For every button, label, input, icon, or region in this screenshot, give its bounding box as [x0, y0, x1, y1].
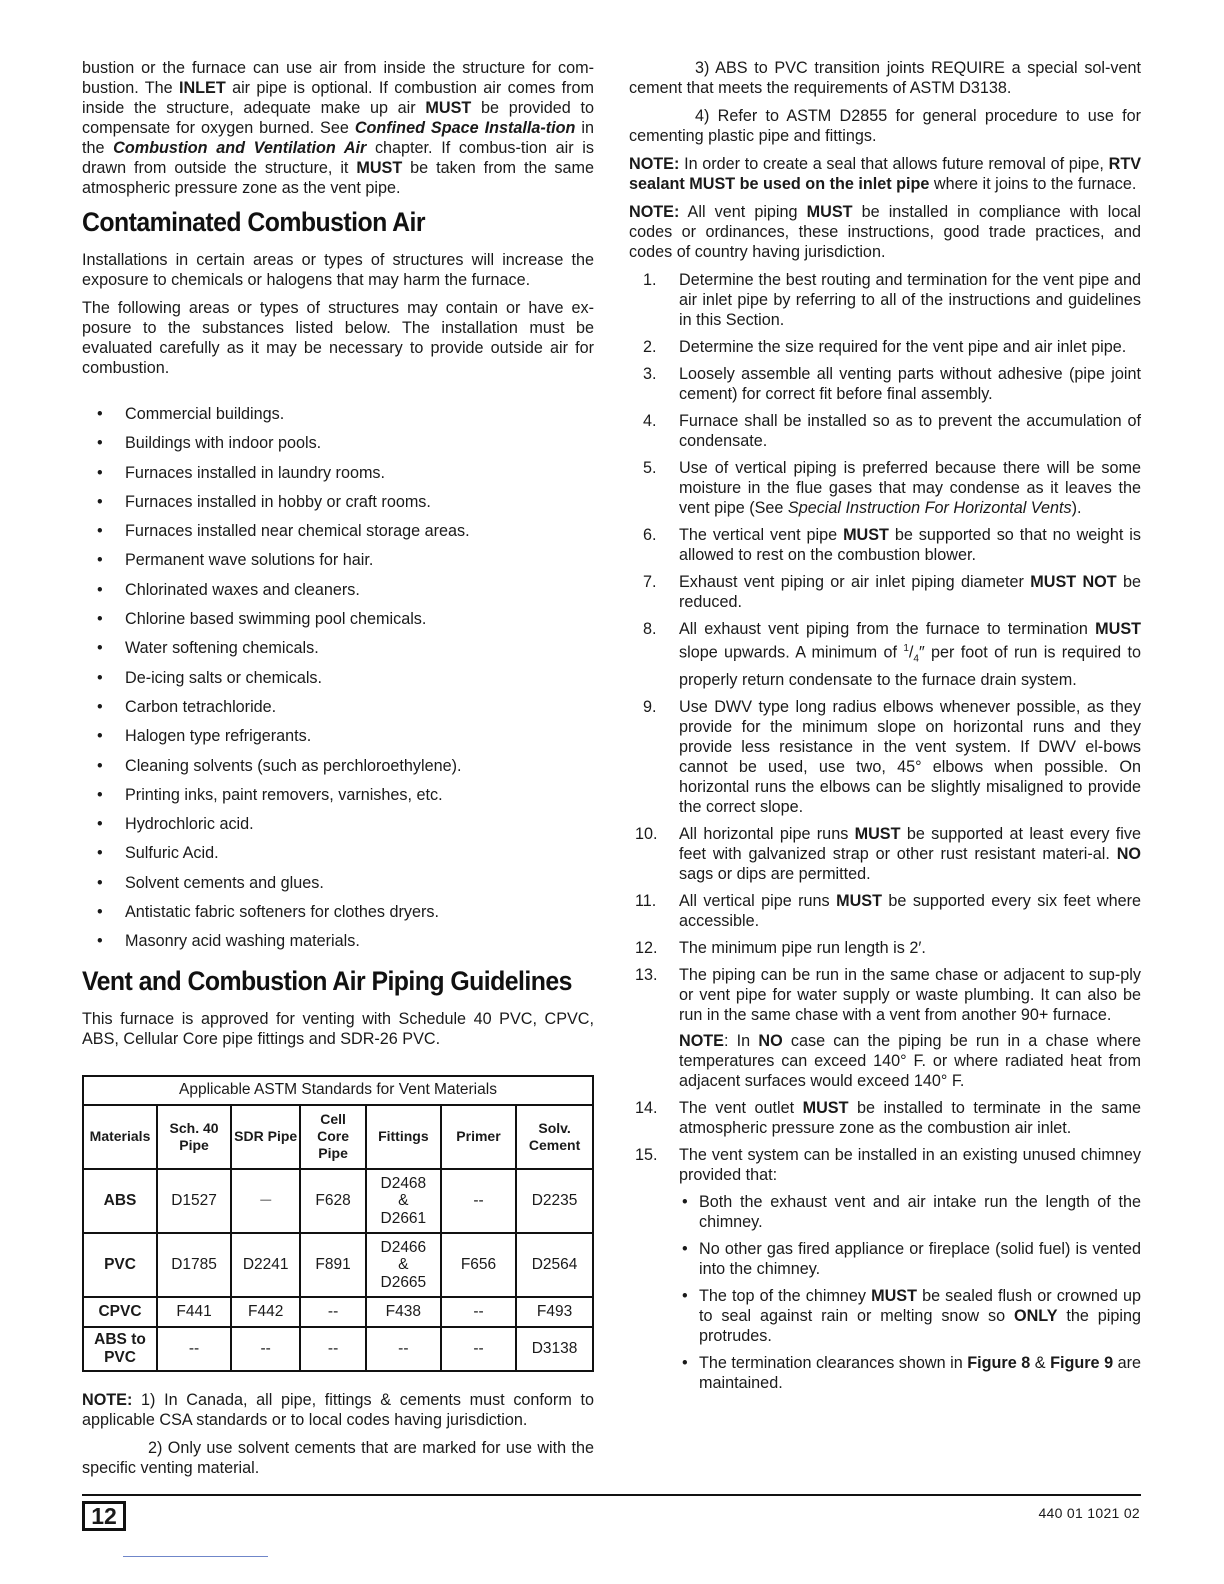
table-cell: --: [300, 1297, 366, 1327]
table-cell: D2235: [516, 1169, 593, 1233]
table-cell: PVC: [83, 1233, 157, 1297]
list-item: • The top of the chimney MUST be sealed flush or crowned up to seal against rain or melting snow so ONLY the piping protrudes.: [679, 1286, 1141, 1346]
column-header: Cell Core Pipe: [300, 1105, 366, 1169]
table-cell: D2241: [231, 1233, 300, 1297]
list-item: • Both the exhaust vent and air intake run the length of the chimney.: [679, 1192, 1141, 1232]
list-item: 5. Use of vertical piping is preferred because there will be some moisture in the flue gases that may condense as it leaves the vent pipe (See Special Instruction For Horizontal Vents).: [643, 459, 1141, 517]
footer-divider: [82, 1494, 1141, 1496]
list-item: • Water softening chemicals.: [82, 638, 594, 658]
note-transition-joints: 3) ABS to PVC transition joints REQUIRE a special sol-vent cement that meets the requirements of ASTM D3138.: [629, 59, 1141, 97]
list-item: • Antistatic fabric softeners for clothes dryers.: [82, 902, 594, 922]
note-local-codes: NOTE: All vent piping MUST be installed in compliance with local codes or ordinances, these instructions, good trade practices, and codes of country having jurisdiction.: [629, 203, 1142, 261]
list-item: • Furnaces installed in laundry rooms.: [82, 463, 594, 483]
table-cell: D2564: [516, 1233, 593, 1297]
column-header: Materials: [83, 1105, 157, 1169]
divider: [123, 1556, 268, 1557]
table-cell: D3138: [516, 1327, 593, 1371]
table-cell: --: [157, 1327, 231, 1371]
venting-steps: [629, 270, 1141, 1393]
list-item: • No other gas fired appliance or fireplace (solid fuel) is vented into the chimney.: [679, 1239, 1141, 1279]
table-cell: --: [441, 1297, 516, 1327]
list-item: • Carbon tetrachloride.: [82, 697, 594, 717]
contaminated-detail: The following areas or types of structures may contain or have ex-posure to the substances listed below. The installation must be evaluated carefully as it may be necessary to provide outside air for combustion.: [82, 299, 594, 377]
list-item: • Buildings with indoor pools.: [82, 433, 594, 453]
column-header: SDR Pipe: [231, 1105, 300, 1169]
table-cell: --: [441, 1169, 516, 1233]
table-cell: ABS to PVC: [83, 1327, 157, 1371]
table-caption: Applicable ASTM Standards for Vent Materials: [83, 1076, 593, 1105]
table-cell: D1785: [157, 1233, 231, 1297]
table-row: [83, 1327, 593, 1371]
note-solvent: 2) Only use solvent cements that are marked for use with the specific venting material.: [82, 1438, 594, 1477]
table-cell: CPVC: [83, 1297, 157, 1327]
list-item: • Solvent cements and glues.: [82, 873, 594, 893]
list-item: 14. The vent outlet MUST be installed to terminate in the same atmospheric pressure zone as the combustion air inlet.: [635, 1098, 1141, 1137]
table-cell: D1527: [157, 1169, 231, 1233]
figure-9-reference: Figure 9: [1050, 1353, 1114, 1372]
table-cell: --: [231, 1327, 300, 1371]
right-column: [629, 58, 1141, 1400]
table-cell: --: [300, 1327, 366, 1371]
list-item: 15. The vent system can be installed in an existing unused chimney provided that: • Both the exhaust vent and air intake run the length of the chimney. • No other gas fired appliance or fireplace (solid fuel) is vented into the chimney. • The top of the chimney MUST be sealed flush or crowned up to seal against rain or melting snow so ONLY the piping protrudes. • The termination clearances shown in Figure 8 & Figure 9 are maintained.: [629, 1145, 1141, 1393]
table-cell: F442: [231, 1297, 300, 1327]
list-item: 2. Determine the size required for the vent pipe and air inlet pipe.: [643, 338, 1127, 356]
table-cell: F493: [516, 1297, 593, 1327]
list-item: 7. Exhaust vent piping or air inlet piping diameter MUST NOT be reduced.: [643, 573, 1142, 611]
list-item: • Furnaces installed in hobby or craft rooms.: [82, 492, 594, 512]
vent-intro: This furnace is approved for venting with Schedule 40 PVC, CPVC, ABS, Cellular Core pipe fittings and SDR-26 PVC.: [82, 1010, 594, 1049]
list-item: • De-icing salts or chemicals.: [82, 668, 594, 688]
table-cell: F438: [366, 1297, 441, 1327]
note-rtv-sealant: NOTE: In order to create a seal that allows future removal of pipe, RTV sealant MUST be used on the inlet pipe where it joins to the furnace.: [629, 155, 1141, 193]
list-item: • Sulfuric Acid.: [82, 843, 594, 863]
list-item: • Chlorinated waxes and cleaners.: [82, 580, 594, 600]
table-row: [83, 1233, 593, 1297]
table-row: [83, 1297, 593, 1327]
vent-guidelines-heading: Vent and Combustion Air Piping Guidelines: [82, 966, 572, 997]
list-item: 13. The piping can be run in the same chase or adjacent to sup-ply or vent pipe for water supply or waste plumbing. It can also be run in the same chase with a vent from another 90+ furnace. NOTE: In NO case can the piping be run in a chase where temperatures can exceed 140° F. or where radiated heat from adjacent surfaces would exceed 140° F.: [635, 965, 1142, 1090]
table-cell: F891: [300, 1233, 366, 1297]
column-header: Sch. 40 Pipe: [157, 1105, 231, 1169]
astm-standards-table: [82, 1075, 594, 1372]
note-canada: NOTE: 1) In Canada, all pipe, fittings & cements must conform to applicable CSA standards or to local codes having jurisdiction.: [82, 1390, 594, 1429]
list-item: 6. The vertical vent pipe MUST be supported so that no weight is allowed to rest on the combustion blower.: [643, 526, 1141, 564]
table-cell: --: [366, 1327, 441, 1371]
list-item: • Chlorine based swimming pool chemicals.: [82, 609, 594, 629]
list-item: • Furnaces installed near chemical storage areas.: [82, 521, 594, 541]
note-astm-d2855: 4) Refer to ASTM D2855 for general procedure to use for cementing plastic pipe and fittings.: [629, 107, 1141, 145]
list-item: • Commercial buildings.: [82, 404, 594, 424]
list-item: 8. All exhaust vent piping from the furnace to termination MUST slope upwards. A minimum of $^1/_4''$ per foot of run is required to properly return condensate to the furnace drain system.: [643, 620, 1142, 689]
document-number: 440 01 1021 02: [1038, 1505, 1140, 1521]
chimney-conditions: [679, 1192, 1141, 1393]
list-item: • Permanent wave solutions for hair.: [82, 550, 594, 570]
list-item: 9. Use DWV type long radius elbows whenever possible, as they provide for the minimum slope on horizontal runs and they provide less resistance in the vent system. If DWV el-bows cannot be used, use two, 45° elbows when possible. On horizontal runs the elbows can be slightly misaligned to provide the correct slope.: [643, 697, 1141, 816]
list-item: 10. All horizontal pipe runs MUST be supported at least every five feet with galvanized strap or other rust resistant materi-al. NO sags or dips are permitted.: [635, 824, 1141, 883]
table-cell: D2466 & D2665: [366, 1233, 441, 1297]
list-item: • Printing inks, paint removers, varnishes, etc.: [82, 785, 594, 805]
figure-8-reference: Figure 8: [967, 1353, 1031, 1372]
list-item: • Masonry acid washing materials.: [82, 931, 594, 951]
table-cell: —: [231, 1169, 300, 1233]
table-cell: --: [441, 1327, 516, 1371]
contaminated-intro: Installations in certain areas or types of structures will increase the exposure to chemicals or halogens that may harm the furnace.: [82, 251, 594, 289]
contaminant-list: [82, 404, 594, 951]
column-header: Primer: [441, 1105, 516, 1169]
list-item: • Halogen type refrigerants.: [82, 726, 594, 746]
list-item: 11. All vertical pipe runs MUST be supported every six feet where accessible.: [635, 891, 1141, 930]
table-header-row: [83, 1105, 593, 1169]
list-item: 4. Furnace shall be installed so as to prevent the accumulation of condensate.: [643, 412, 1141, 450]
left-column: [82, 58, 594, 1486]
contaminated-air-heading: Contaminated Combustion Air: [82, 207, 425, 237]
list-item: 1. Determine the best routing and termination for the vent pipe and air inlet pipe by referring to all of the instructions and guidelines in this Section.: [643, 271, 1141, 329]
table-cell: F628: [300, 1169, 366, 1233]
list-item: 12. The minimum pipe run length is 2′.: [635, 938, 926, 957]
column-header: Solv. Cement: [516, 1105, 593, 1169]
column-header: Fittings: [366, 1105, 441, 1169]
table-row: [83, 1169, 593, 1233]
table-cell: D2468 & D2661: [366, 1169, 441, 1233]
combustion-air-paragraph: bustion or the furnace can use air from inside the structure for com-bustion. The INLET air pipe is optional. If combustion air comes from inside the structure, adequate make up air MUST be provided to compensate for oxygen burned. See Confined Space Installa-tion in the Combustion and Ventilation Air chapter. If combus-tion air is drawn from outside the structure, it MUST be taken from the same atmospheric pressure zone as the vent pipe.: [82, 59, 595, 197]
table-cell: F441: [157, 1297, 231, 1327]
list-item: • The termination clearances shown in Figure 8 & Figure 9 are maintained.: [679, 1353, 1141, 1393]
table-cell: F656: [441, 1233, 516, 1297]
chase-temperature-note: NOTE: In NO case can the piping be run in a chase where temperatures can exceed 140° F. or where radiated heat from adjacent surfaces would exceed 140° F.: [679, 1031, 1142, 1090]
page-number: 12: [82, 1501, 126, 1531]
list-item: 3. Loosely assemble all venting parts without adhesive (pipe joint cement) for correct fit before final assembly.: [643, 365, 1141, 403]
table-cell: ABS: [83, 1169, 157, 1233]
list-item: • Hydrochloric acid.: [82, 814, 594, 834]
list-item: • Cleaning solvents (such as perchloroethylene).: [82, 756, 594, 776]
